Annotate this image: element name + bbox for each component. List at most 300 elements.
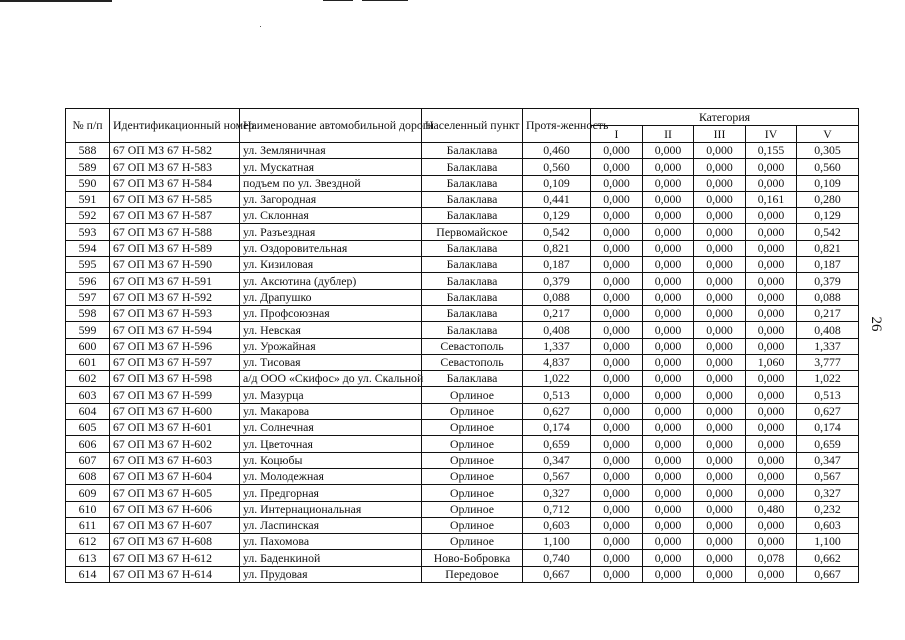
row-number: 611 (66, 517, 110, 533)
road-name: ул. Солнечная (240, 420, 422, 436)
category-2-value: 0,000 (643, 403, 694, 419)
row-id: 67 ОП МЗ 67 Н-597 (110, 354, 240, 370)
category-1-value: 0,000 (591, 371, 643, 387)
header-category-1: I (591, 126, 643, 143)
category-5-value: 0,567 (797, 468, 859, 484)
category-3-value: 0,000 (694, 550, 746, 566)
scan-mark-left (0, 0, 112, 2)
road-name: ул. Драпушко (240, 289, 422, 305)
category-3-value: 0,000 (694, 175, 746, 191)
category-5-value: 0,327 (797, 485, 859, 501)
settlement: Балаклава (422, 322, 523, 338)
category-2-value: 0,000 (643, 501, 694, 517)
settlement: Орлиное (422, 501, 523, 517)
category-4-value: 0,000 (746, 452, 797, 468)
category-1-value: 0,000 (591, 468, 643, 484)
row-number: 591 (66, 191, 110, 207)
category-3-value: 0,000 (694, 208, 746, 224)
header-category-2: II (643, 126, 694, 143)
table-row (66, 289, 859, 305)
settlement: Севастополь (422, 338, 523, 354)
category-1-value: 0,000 (591, 322, 643, 338)
road-name: ул. Невская (240, 322, 422, 338)
row-number: 613 (66, 550, 110, 566)
settlement: Балаклава (422, 175, 523, 191)
table-body (66, 143, 859, 583)
row-id: 67 ОП МЗ 67 Н-612 (110, 550, 240, 566)
category-3-value: 0,000 (694, 289, 746, 305)
category-3-value: 0,000 (694, 452, 746, 468)
row-id: 67 ОП МЗ 67 Н-605 (110, 485, 240, 501)
settlement: Балаклава (422, 191, 523, 207)
category-1-value: 0,000 (591, 501, 643, 517)
table-row (66, 452, 859, 468)
table-header (66, 109, 859, 143)
road-length: 0,740 (523, 550, 591, 566)
settlement: Передовое (422, 566, 523, 582)
road-name: ул. Урожайная (240, 338, 422, 354)
settlement: Балаклава (422, 371, 523, 387)
row-number: 610 (66, 501, 110, 517)
category-3-value: 0,000 (694, 566, 746, 582)
category-1-value: 0,000 (591, 257, 643, 273)
settlement: Ново-Бобровка (422, 550, 523, 566)
category-3-value: 0,000 (694, 485, 746, 501)
category-5-value: 3,777 (797, 354, 859, 370)
road-length: 0,667 (523, 566, 591, 582)
road-length: 0,109 (523, 175, 591, 191)
header-place: Населенный пункт (422, 109, 523, 143)
row-number: 609 (66, 485, 110, 501)
table-row (66, 468, 859, 484)
category-3-value: 0,000 (694, 338, 746, 354)
category-3-value: 0,000 (694, 420, 746, 436)
category-2-value: 0,000 (643, 143, 694, 159)
category-4-value: 0,000 (746, 208, 797, 224)
row-number: 612 (66, 534, 110, 550)
road-length: 0,217 (523, 305, 591, 321)
settlement: Балаклава (422, 305, 523, 321)
category-3-value: 0,000 (694, 224, 746, 240)
row-id: 67 ОП МЗ 67 Н-591 (110, 273, 240, 289)
category-4-value: 0,000 (746, 305, 797, 321)
road-name: ул. Предгорная (240, 485, 422, 501)
header-id: Идентификационный номер (110, 109, 240, 143)
category-1-value: 0,000 (591, 273, 643, 289)
table-row (66, 338, 859, 354)
category-3-value: 0,000 (694, 534, 746, 550)
road-name: ул. Мазурца (240, 387, 422, 403)
row-number: 599 (66, 322, 110, 338)
settlement: Балаклава (422, 257, 523, 273)
settlement: Орлиное (422, 387, 523, 403)
category-2-value: 0,000 (643, 338, 694, 354)
road-length: 0,460 (523, 143, 591, 159)
category-3-value: 0,000 (694, 468, 746, 484)
scan-mark-right (362, 0, 408, 1)
road-name: ул. Загородная (240, 191, 422, 207)
road-length: 0,567 (523, 468, 591, 484)
row-number: 594 (66, 240, 110, 256)
category-5-value: 0,129 (797, 208, 859, 224)
category-1-value: 0,000 (591, 534, 643, 550)
settlement: Балаклава (422, 240, 523, 256)
category-1-value: 0,000 (591, 387, 643, 403)
settlement: Орлиное (422, 436, 523, 452)
category-4-value: 0,000 (746, 240, 797, 256)
row-id: 67 ОП МЗ 67 Н-585 (110, 191, 240, 207)
category-2-value: 0,000 (643, 289, 694, 305)
category-1-value: 0,000 (591, 191, 643, 207)
row-number: 614 (66, 566, 110, 582)
road-name: ул. Профсоюзная (240, 305, 422, 321)
road-name: ул. Земляничная (240, 143, 422, 159)
table-row (66, 191, 859, 207)
road-name: ул. Мускатная (240, 159, 422, 175)
category-5-value: 0,187 (797, 257, 859, 273)
category-5-value: 1,022 (797, 371, 859, 387)
road-name: ул. Интернациональная (240, 501, 422, 517)
category-2-value: 0,000 (643, 224, 694, 240)
road-length: 0,327 (523, 485, 591, 501)
row-number: 606 (66, 436, 110, 452)
table-row (66, 550, 859, 566)
category-1-value: 0,000 (591, 289, 643, 305)
row-id: 67 ОП МЗ 67 Н-592 (110, 289, 240, 305)
road-name: а/д ООО «Скифос» до ул. Скальной (240, 371, 422, 387)
table-row (66, 143, 859, 159)
row-number: 598 (66, 305, 110, 321)
category-2-value: 0,000 (643, 191, 694, 207)
row-number: 590 (66, 175, 110, 191)
table-row (66, 371, 859, 387)
table-row (66, 224, 859, 240)
road-name: ул. Тисовая (240, 354, 422, 370)
category-4-value: 0,078 (746, 550, 797, 566)
road-length: 1,337 (523, 338, 591, 354)
table-row (66, 240, 859, 256)
category-2-value: 0,000 (643, 273, 694, 289)
table-row (66, 501, 859, 517)
road-name: ул. Ласпинская (240, 517, 422, 533)
row-id: 67 ОП МЗ 67 Н-601 (110, 420, 240, 436)
row-id: 67 ОП МЗ 67 Н-589 (110, 240, 240, 256)
table-row (66, 485, 859, 501)
category-4-value: 0,000 (746, 257, 797, 273)
road-length: 1,022 (523, 371, 591, 387)
category-2-value: 0,000 (643, 175, 694, 191)
road-length: 0,542 (523, 224, 591, 240)
category-4-value: 0,000 (746, 517, 797, 533)
settlement: Балаклава (422, 143, 523, 159)
settlement: Балаклава (422, 208, 523, 224)
category-3-value: 0,000 (694, 354, 746, 370)
category-4-value: 0,000 (746, 403, 797, 419)
category-4-value: 0,000 (746, 371, 797, 387)
category-4-value: 0,000 (746, 387, 797, 403)
category-2-value: 0,000 (643, 208, 694, 224)
category-5-value: 0,379 (797, 273, 859, 289)
category-5-value: 0,347 (797, 452, 859, 468)
row-number: 608 (66, 468, 110, 484)
scan-dot (260, 26, 261, 27)
category-5-value: 0,821 (797, 240, 859, 256)
category-2-value: 0,000 (643, 420, 694, 436)
row-number: 602 (66, 371, 110, 387)
table-row (66, 403, 859, 419)
road-length: 0,603 (523, 517, 591, 533)
category-3-value: 0,000 (694, 191, 746, 207)
category-1-value: 0,000 (591, 517, 643, 533)
road-name: ул. Молодежная (240, 468, 422, 484)
row-id: 67 ОП МЗ 67 Н-606 (110, 501, 240, 517)
category-2-value: 0,000 (643, 371, 694, 387)
category-3-value: 0,000 (694, 143, 746, 159)
row-number: 607 (66, 452, 110, 468)
row-number: 589 (66, 159, 110, 175)
row-number: 596 (66, 273, 110, 289)
settlement: Орлиное (422, 534, 523, 550)
category-5-value: 0,305 (797, 143, 859, 159)
category-5-value: 0,174 (797, 420, 859, 436)
category-3-value: 0,000 (694, 257, 746, 273)
category-5-value: 0,560 (797, 159, 859, 175)
category-4-value: 0,000 (746, 273, 797, 289)
table-row (66, 517, 859, 533)
category-5-value: 0,280 (797, 191, 859, 207)
road-length: 0,821 (523, 240, 591, 256)
category-4-value: 0,000 (746, 534, 797, 550)
road-name: ул. Цветочная (240, 436, 422, 452)
category-1-value: 0,000 (591, 566, 643, 582)
road-name: ул. Склонная (240, 208, 422, 224)
category-1-value: 0,000 (591, 208, 643, 224)
row-number: 600 (66, 338, 110, 354)
category-5-value: 0,603 (797, 517, 859, 533)
category-1-value: 0,000 (591, 338, 643, 354)
category-1-value: 0,000 (591, 550, 643, 566)
row-number: 595 (66, 257, 110, 273)
road-name: ул. Пахомова (240, 534, 422, 550)
category-1-value: 0,000 (591, 240, 643, 256)
category-4-value: 0,000 (746, 566, 797, 582)
category-1-value: 0,000 (591, 224, 643, 240)
category-1-value: 0,000 (591, 420, 643, 436)
category-1-value: 0,000 (591, 305, 643, 321)
row-number: 593 (66, 224, 110, 240)
category-1-value: 0,000 (591, 159, 643, 175)
road-name: ул. Макарова (240, 403, 422, 419)
road-length: 0,441 (523, 191, 591, 207)
category-1-value: 0,000 (591, 436, 643, 452)
table-row (66, 322, 859, 338)
scan-mark-mid (323, 0, 353, 1)
row-id: 67 ОП МЗ 67 Н-594 (110, 322, 240, 338)
category-3-value: 0,000 (694, 436, 746, 452)
road-name: ул. Оздоровительная (240, 240, 422, 256)
category-2-value: 0,000 (643, 485, 694, 501)
category-5-value: 0,109 (797, 175, 859, 191)
row-id: 67 ОП МЗ 67 Н-588 (110, 224, 240, 240)
row-id: 67 ОП МЗ 67 Н-608 (110, 534, 240, 550)
road-length: 0,560 (523, 159, 591, 175)
settlement: Балаклава (422, 159, 523, 175)
category-2-value: 0,000 (643, 240, 694, 256)
row-id: 67 ОП МЗ 67 Н-604 (110, 468, 240, 484)
category-5-value: 0,408 (797, 322, 859, 338)
road-name: подъем по ул. Звездной (240, 175, 422, 191)
table-row (66, 387, 859, 403)
category-3-value: 0,000 (694, 403, 746, 419)
settlement: Орлиное (422, 468, 523, 484)
settlement: Балаклава (422, 273, 523, 289)
table-row (66, 420, 859, 436)
road-name: ул. Прудовая (240, 566, 422, 582)
category-3-value: 0,000 (694, 517, 746, 533)
category-4-value: 0,000 (746, 224, 797, 240)
category-4-value: 0,000 (746, 175, 797, 191)
category-5-value: 0,542 (797, 224, 859, 240)
row-id: 67 ОП МЗ 67 Н-587 (110, 208, 240, 224)
header-name: Наименование автомобильной дороги (240, 109, 422, 143)
category-1-value: 0,000 (591, 403, 643, 419)
row-number: 601 (66, 354, 110, 370)
category-5-value: 1,337 (797, 338, 859, 354)
road-length: 0,347 (523, 452, 591, 468)
category-4-value: 0,155 (746, 143, 797, 159)
category-4-value: 0,000 (746, 289, 797, 305)
category-1-value: 0,000 (591, 143, 643, 159)
row-number: 597 (66, 289, 110, 305)
category-5-value: 1,100 (797, 534, 859, 550)
category-5-value: 0,232 (797, 501, 859, 517)
road-length: 0,174 (523, 420, 591, 436)
category-5-value: 0,513 (797, 387, 859, 403)
category-1-value: 0,000 (591, 175, 643, 191)
category-3-value: 0,000 (694, 159, 746, 175)
category-3-value: 0,000 (694, 322, 746, 338)
header-length: Протя-женность (523, 109, 591, 143)
category-5-value: 0,088 (797, 289, 859, 305)
road-length: 0,513 (523, 387, 591, 403)
table-row (66, 273, 859, 289)
table-row (66, 208, 859, 224)
road-registry-table (65, 108, 859, 583)
category-1-value: 0,000 (591, 452, 643, 468)
category-4-value: 0,161 (746, 191, 797, 207)
road-name: ул. Кизиловая (240, 257, 422, 273)
category-3-value: 0,000 (694, 371, 746, 387)
road-name: ул. Аксютина (дублер) (240, 273, 422, 289)
category-2-value: 0,000 (643, 566, 694, 582)
header-category-5: V (797, 126, 859, 143)
settlement: Севастополь (422, 354, 523, 370)
category-2-value: 0,000 (643, 257, 694, 273)
category-2-value: 0,000 (643, 387, 694, 403)
row-id: 67 ОП МЗ 67 Н-600 (110, 403, 240, 419)
category-4-value: 0,000 (746, 420, 797, 436)
table-row (66, 436, 859, 452)
category-1-value: 0,000 (591, 485, 643, 501)
row-id: 67 ОП МЗ 67 Н-607 (110, 517, 240, 533)
row-id: 67 ОП МЗ 67 Н-596 (110, 338, 240, 354)
category-2-value: 0,000 (643, 305, 694, 321)
row-number: 605 (66, 420, 110, 436)
category-1-value: 0,000 (591, 354, 643, 370)
category-5-value: 0,667 (797, 566, 859, 582)
row-number: 588 (66, 143, 110, 159)
category-5-value: 0,627 (797, 403, 859, 419)
category-2-value: 0,000 (643, 436, 694, 452)
settlement: Первомайское (422, 224, 523, 240)
settlement: Балаклава (422, 289, 523, 305)
settlement: Орлиное (422, 485, 523, 501)
row-id: 67 ОП МЗ 67 Н-593 (110, 305, 240, 321)
category-2-value: 0,000 (643, 322, 694, 338)
row-number: 603 (66, 387, 110, 403)
row-id: 67 ОП МЗ 67 Н-584 (110, 175, 240, 191)
row-id: 67 ОП МЗ 67 Н-603 (110, 452, 240, 468)
category-4-value: 0,000 (746, 436, 797, 452)
table-row (66, 159, 859, 175)
road-length: 0,379 (523, 273, 591, 289)
table-row (66, 175, 859, 191)
category-4-value: 1,060 (746, 354, 797, 370)
settlement: Орлиное (422, 403, 523, 419)
table-row (66, 305, 859, 321)
category-3-value: 0,000 (694, 240, 746, 256)
row-id: 67 ОП МЗ 67 Н-583 (110, 159, 240, 175)
road-length: 0,408 (523, 322, 591, 338)
category-2-value: 0,000 (643, 517, 694, 533)
road-length: 0,088 (523, 289, 591, 305)
category-4-value: 0,000 (746, 485, 797, 501)
road-length: 0,712 (523, 501, 591, 517)
road-length: 1,100 (523, 534, 591, 550)
table-row (66, 354, 859, 370)
category-3-value: 0,000 (694, 273, 746, 289)
row-id: 67 ОП МЗ 67 Н-590 (110, 257, 240, 273)
road-name: ул. Баденкиной (240, 550, 422, 566)
category-3-value: 0,000 (694, 501, 746, 517)
row-number: 592 (66, 208, 110, 224)
row-id: 67 ОП МЗ 67 Н-602 (110, 436, 240, 452)
header-category: Категория (591, 109, 859, 126)
category-4-value: 0,000 (746, 338, 797, 354)
road-name: ул. Коцюбы (240, 452, 422, 468)
category-2-value: 0,000 (643, 550, 694, 566)
table-row (66, 534, 859, 550)
road-name: ул. Разъездная (240, 224, 422, 240)
category-2-value: 0,000 (643, 534, 694, 550)
settlement: Орлиное (422, 452, 523, 468)
category-2-value: 0,000 (643, 468, 694, 484)
category-4-value: 0,000 (746, 322, 797, 338)
road-length: 0,627 (523, 403, 591, 419)
page-number: 26 (868, 316, 884, 332)
settlement: Орлиное (422, 517, 523, 533)
header-category-4: IV (746, 126, 797, 143)
category-3-value: 0,000 (694, 305, 746, 321)
row-number: 604 (66, 403, 110, 419)
row-id: 67 ОП МЗ 67 Н-598 (110, 371, 240, 387)
road-length: 0,187 (523, 257, 591, 273)
table-row (66, 257, 859, 273)
category-4-value: 0,000 (746, 468, 797, 484)
road-length: 0,659 (523, 436, 591, 452)
category-2-value: 0,000 (643, 159, 694, 175)
row-id: 67 ОП МЗ 67 Н-582 (110, 143, 240, 159)
